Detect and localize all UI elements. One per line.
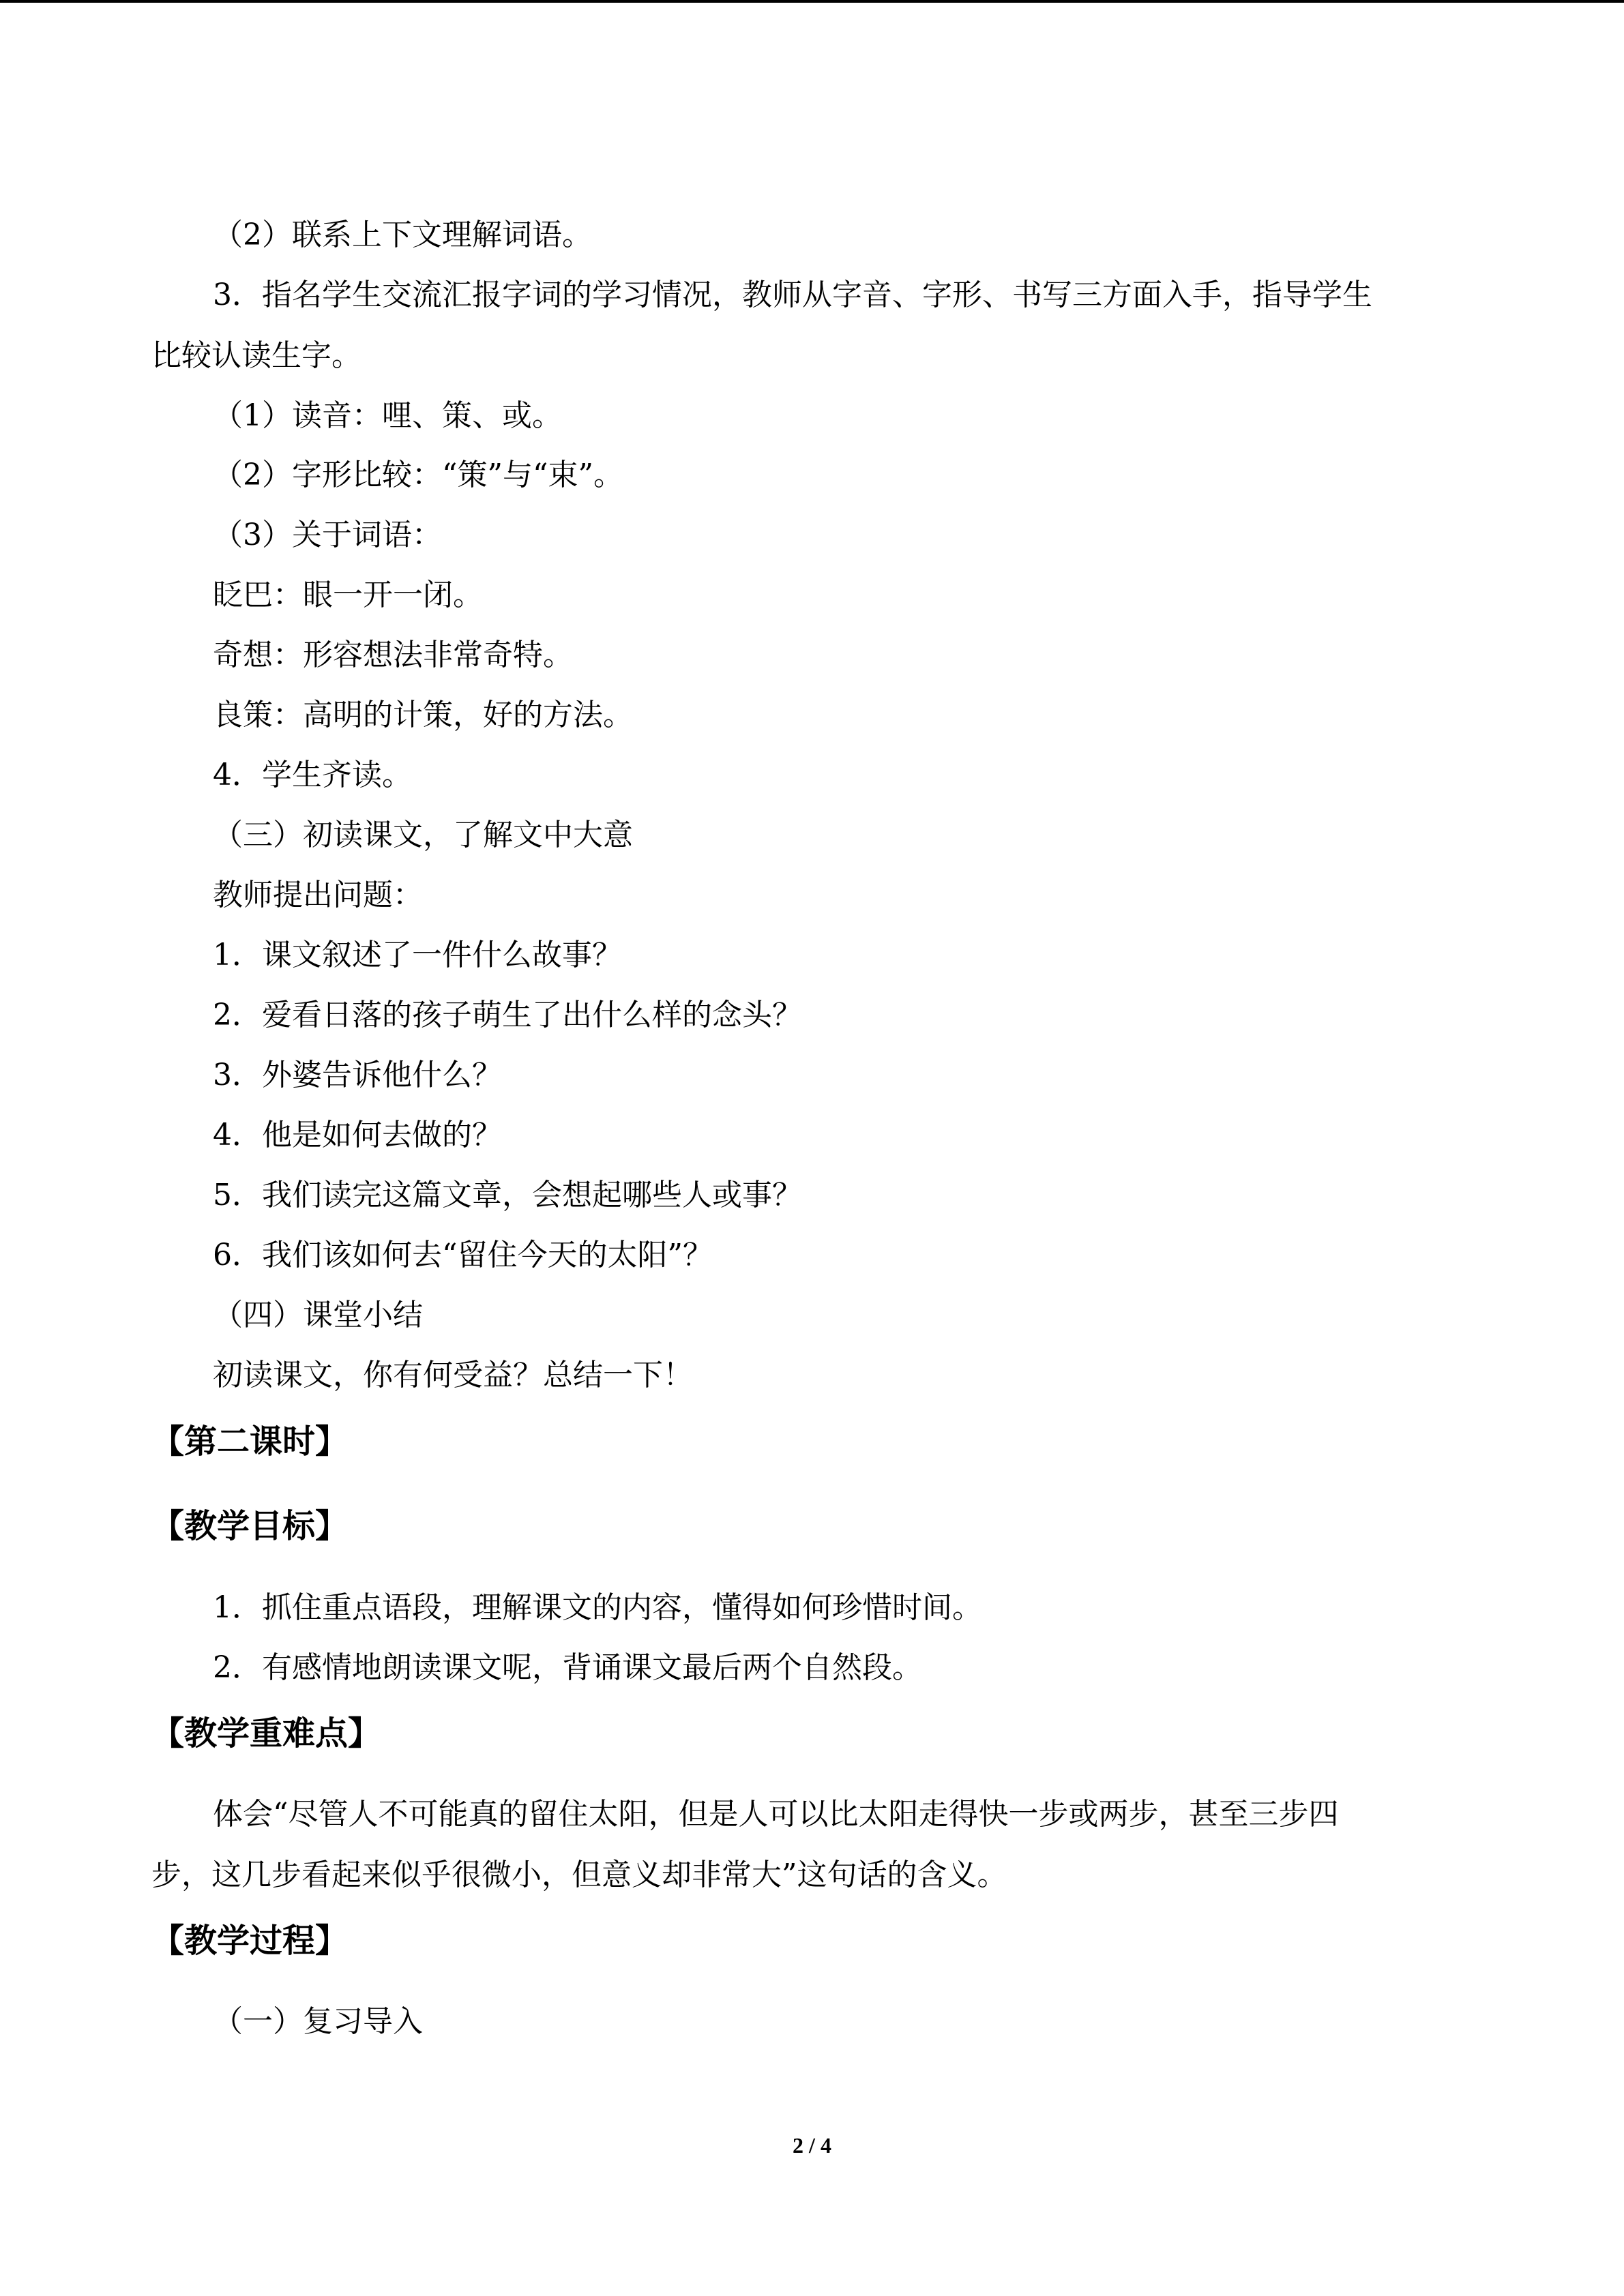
paragraph: 教师提出问题：: [213, 878, 423, 912]
paragraph: 4．学生齐读。: [213, 758, 412, 792]
paragraph: （1）读音：哩、策、或。: [213, 398, 562, 433]
question-item: 5．我们读完这篇文章，会想起哪些人或事？: [213, 1178, 802, 1212]
paragraph: 奇想：形容想法非常奇特。: [213, 638, 573, 672]
paragraph: 初读课文，你有何受益？总结一下！: [213, 1358, 693, 1392]
heading-key-points: 【教学重难点】: [151, 1714, 381, 1753]
paragraph: 3．指名学生交流汇报字词的学习情况，教师从字音、字形、书写三方面入手，指导学生: [213, 278, 1372, 312]
paragraph: 比较认读生字。: [151, 338, 361, 373]
paragraph: （3）关于词语：: [213, 518, 442, 552]
question-item: 4．他是如何去做的？: [213, 1118, 502, 1152]
page-top-border: [0, 0, 1624, 3]
question-item: 6．我们该如何去“留住今天的太阳”？: [213, 1238, 713, 1272]
paragraph: 步，这几步看起来似乎很微小，但意义却非常大”这句话的含义。: [151, 1858, 1007, 1892]
page-number: 2 / 4: [793, 2133, 831, 2158]
question-item: 1．课文叙述了一件什么故事？: [213, 938, 622, 972]
heading-lesson-2: 【第二课时】: [151, 1422, 349, 1461]
section-subheading: （三）初读课文，了解文中大意: [213, 818, 633, 852]
heading-teaching-goals: 【教学目标】: [151, 1507, 349, 1545]
section-subheading: （四）课堂小结: [213, 1298, 423, 1332]
question-item: 3．外婆告诉他什么？: [213, 1058, 502, 1092]
section-subheading: （一）复习导入: [213, 2004, 423, 2039]
paragraph: 体会“尽管人不可能真的留住太阳，但是人可以比太阳走得快一步或两步，甚至三步四: [213, 1797, 1339, 1832]
goal-item: 2．有感情地朗读课文呢，背诵课文最后两个自然段。: [213, 1650, 922, 1685]
paragraph: （2）字形比较：“策”与“束”。: [213, 458, 623, 492]
paragraph: 眨巴：眼一开一闭。: [213, 578, 483, 612]
heading-teaching-process: 【教学过程】: [151, 1922, 349, 1960]
paragraph: 良策：高明的计策，好的方法。: [213, 698, 633, 732]
goal-item: 1．抓住重点语段，理解课文的内容，懂得如何珍惜时间。: [213, 1590, 982, 1625]
paragraph: （2）联系上下文理解词语。: [213, 218, 592, 252]
question-item: 2．爱看日落的孩子萌生了出什么样的念头？: [213, 998, 802, 1032]
